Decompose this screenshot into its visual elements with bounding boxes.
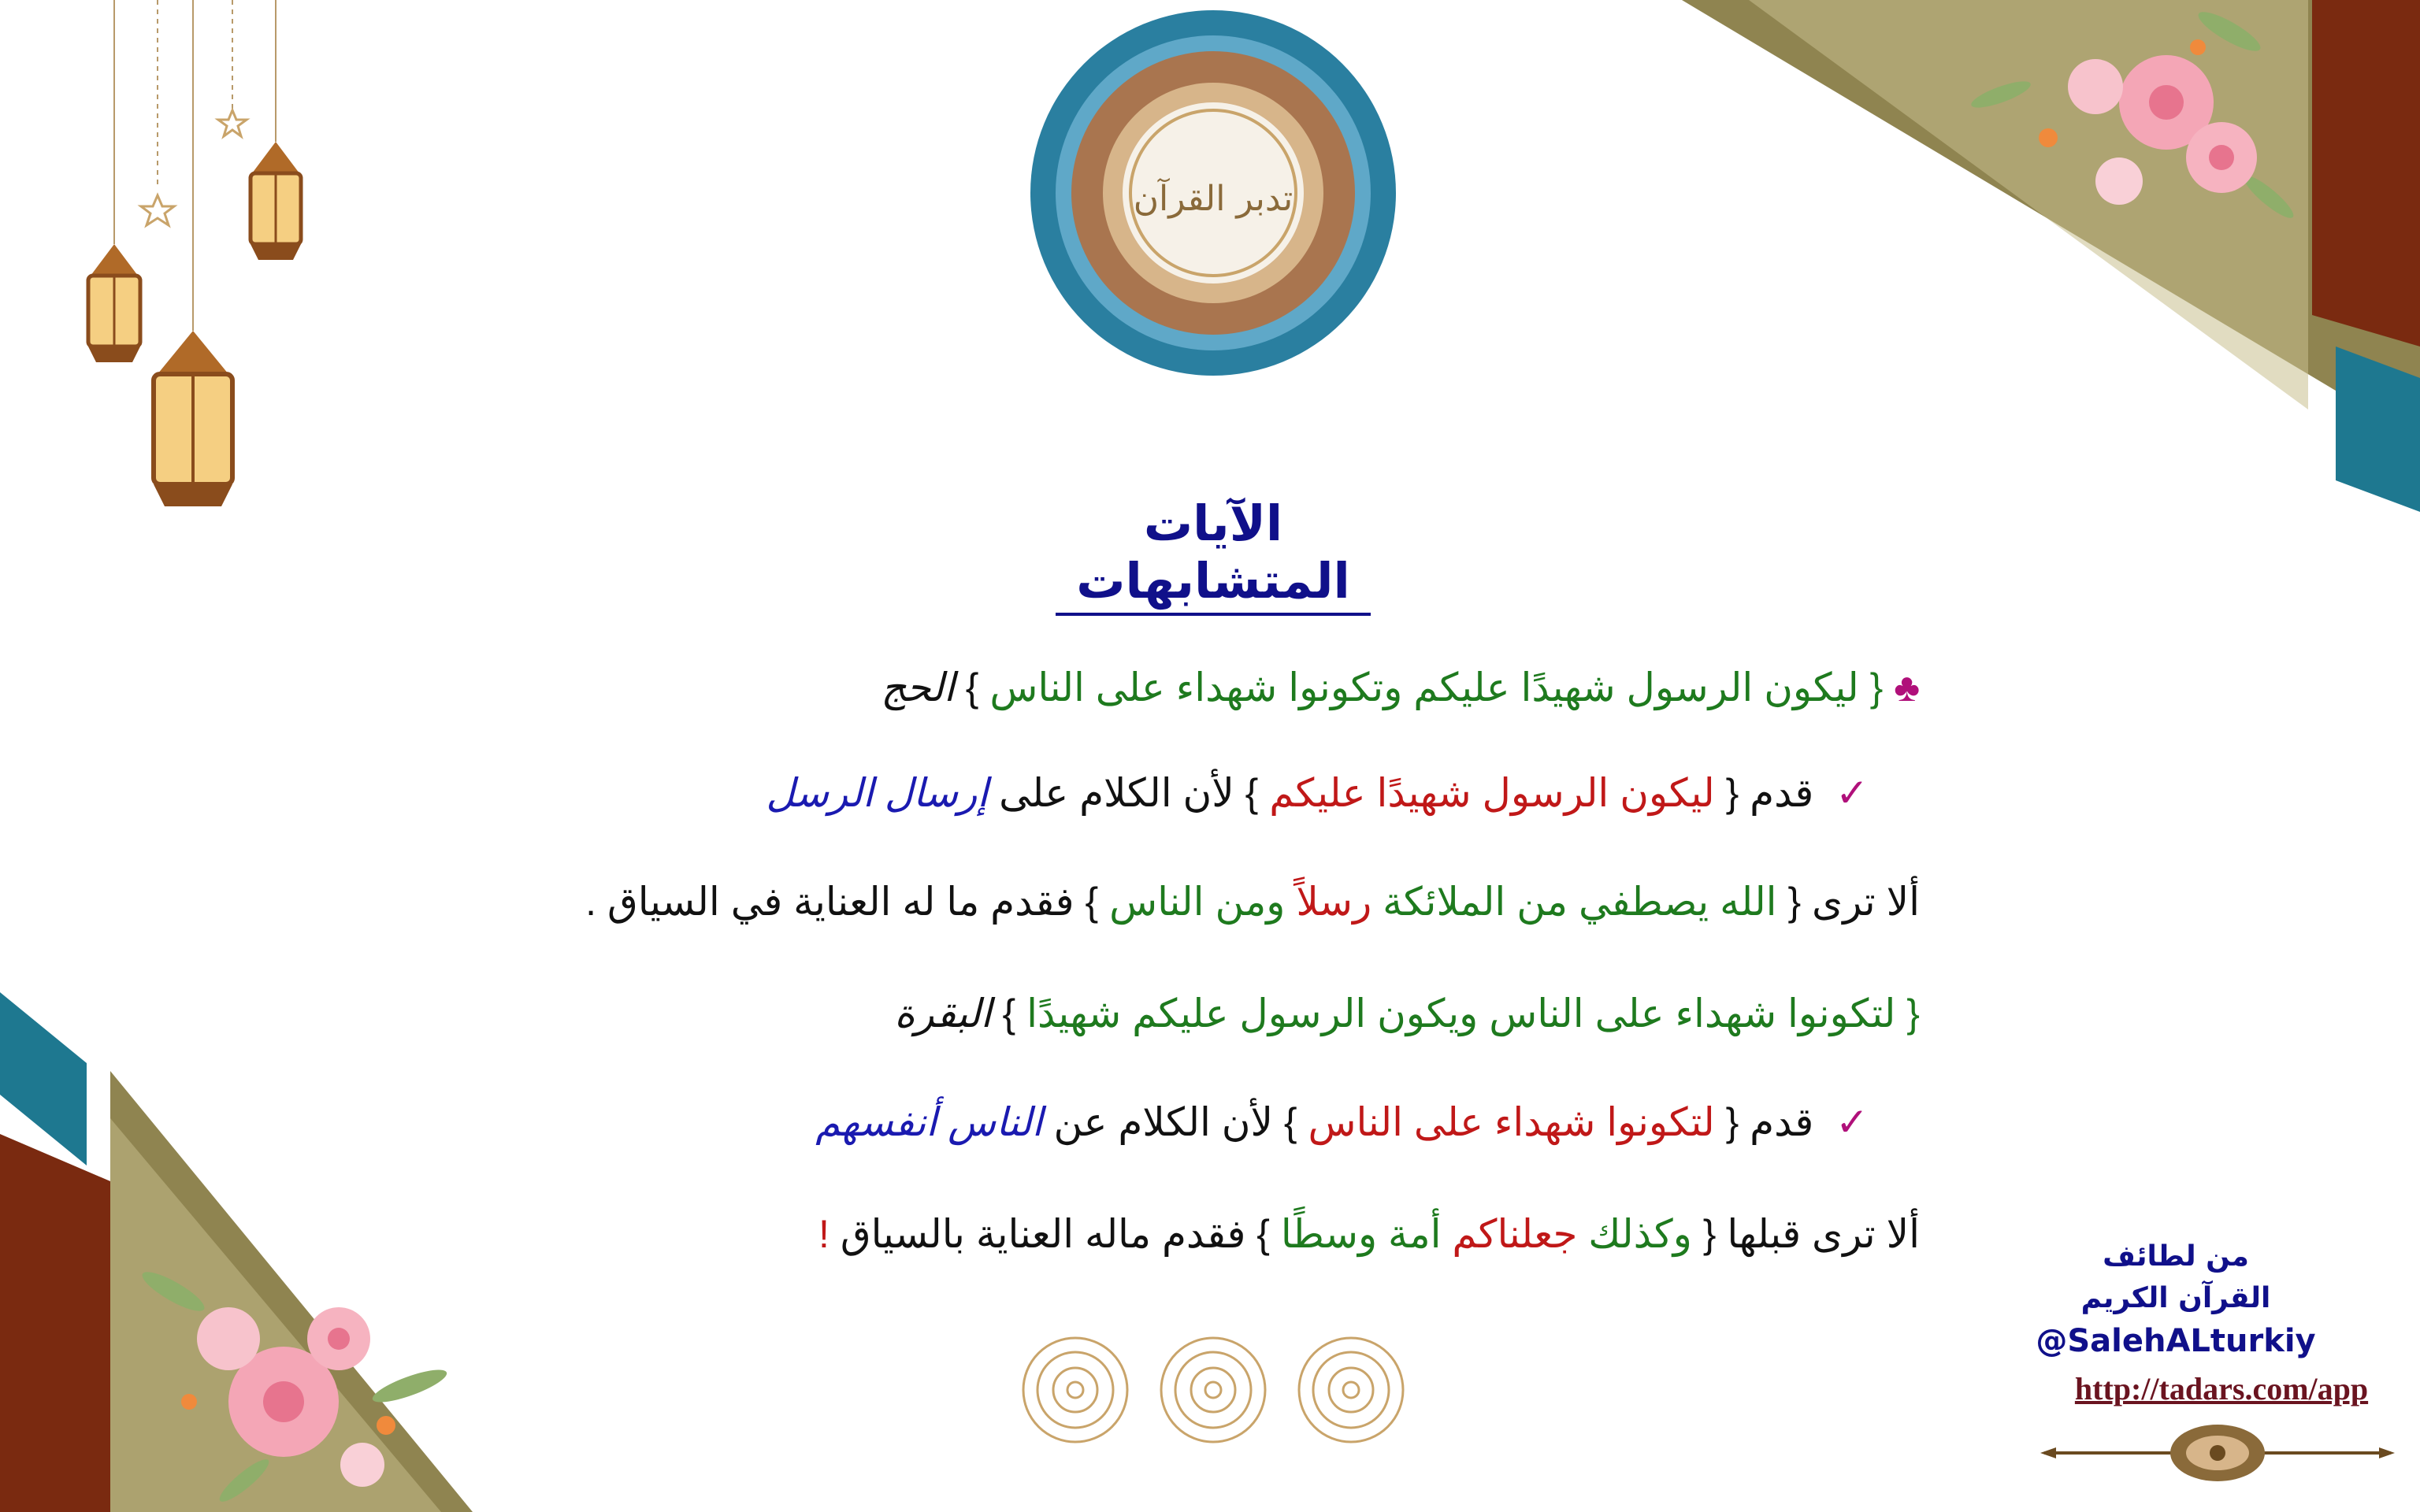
verse-text: ليكون الرسول شهيدًا عليكم وتكونوا شهداء على الناس (989, 665, 1859, 710)
tadabbur-logo-medallion (1028, 4, 1398, 382)
bottom-rosettes-decoration (1016, 1331, 1410, 1449)
context-verse-highlight: جعلناكم (1452, 1212, 1578, 1256)
lantern-left (88, 244, 140, 362)
explanation-verse: لتكونوا شهداء على الناس (1308, 1100, 1715, 1144)
checkmark-icon: ✓ (1835, 1100, 1869, 1144)
context-verse-part3: ومن الناس (1109, 880, 1297, 924)
verse-line-baqarah (423, 991, 1920, 1036)
logo-calligraphy: تدبر القرآن (1133, 179, 1294, 219)
verse-text: لتكونوا شهداء على الناس ويكون الرسول عليكم شهيدًا (1026, 991, 1896, 1036)
lantern-right (251, 142, 301, 260)
exclamation-mark: ! (818, 1212, 830, 1256)
explanation-line-1 (372, 773, 1869, 813)
context-prefix: ألا ترى قبلها { (1691, 1212, 1920, 1256)
twitter-handle: @SalehALturkiy (2036, 1323, 2316, 1359)
hanging-lanterns-decoration (71, 0, 331, 536)
credit-line-2: القرآن الكريم (2080, 1282, 2271, 1314)
rosette-left (1023, 1338, 1127, 1442)
context-suffix: } فقدم ماله العناية بالسياق (829, 1212, 1281, 1256)
explanation-prefix: قدم { (1714, 771, 1814, 815)
surah-name: البقرة (894, 991, 1003, 1036)
verse-line-hajj (423, 665, 1920, 710)
context-prefix: ألا ترى { (1776, 880, 1920, 924)
left-teal-tab (0, 992, 87, 1166)
page-title: الآيات المتشابهات (1056, 495, 1371, 616)
explanation-middle: } لأن الكلام عن (1042, 1100, 1308, 1144)
app-link[interactable]: http://tadars.com/app (2074, 1371, 2369, 1406)
context-verse-highlight: رسلاً (1296, 880, 1372, 924)
explanation-middle: } لأن الكلام على (988, 771, 1270, 815)
club-bullet-icon: ♣ (1894, 665, 1920, 710)
explanation-prefix: قدم { (1714, 1100, 1814, 1144)
surah-name: الحج (881, 665, 966, 710)
top-right-flowers-decoration (1954, 0, 2316, 236)
explanation-verse: ليكون الرسول شهيدًا عليكم (1269, 771, 1715, 815)
explanation-line-2 (372, 1102, 1869, 1142)
bottom-left-flowers-decoration (126, 1244, 488, 1512)
verse-close-brace: } (1002, 991, 1027, 1036)
bottom-left-brown-strip (0, 1134, 110, 1512)
checkmark-icon: ✓ (1835, 771, 1869, 815)
rosette-right (1299, 1338, 1403, 1442)
context-verse-part1: وكذلك (1577, 1212, 1692, 1256)
verse-close-brace: } (965, 665, 990, 710)
context-line-1 (423, 880, 1920, 924)
explanation-topic: الناس أنفسهم (815, 1100, 1043, 1144)
lantern-center (154, 331, 232, 506)
context-suffix: } فقدم ما له العناية في السياق . (585, 880, 1110, 924)
explanation-topic: إرسال الرسل (766, 771, 989, 815)
right-brown-strip (2312, 0, 2420, 346)
context-verse-part3: أمة وسطًا (1280, 1212, 1453, 1256)
verse-open-brace: { (1858, 665, 1884, 710)
credit-line-1: من لطائف (2103, 1240, 2249, 1273)
ornamental-divider (2036, 1418, 2399, 1488)
rosette-center (1161, 1338, 1265, 1442)
context-verse-part1: الله يصطفي من الملائكة (1371, 880, 1777, 924)
verse-open-brace: { (1895, 991, 1920, 1036)
context-line-2 (423, 1214, 1920, 1254)
